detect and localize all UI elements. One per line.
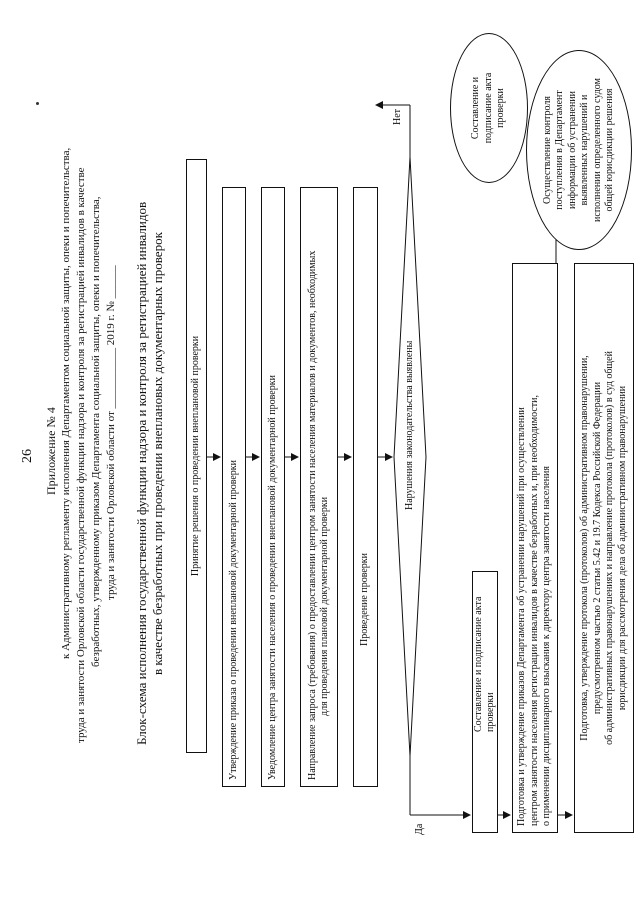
act-no-label: Составление и подписание акта проверки (470, 72, 507, 144)
scheme-title: Блок-схема исполнения государственной функции надзора и контроля за регистрацией инвалидов (134, 201, 149, 745)
step-orders (512, 263, 558, 833)
step-orders-label-3: о применении дисциплинарного взыскания к директору центра занятости населения (541, 465, 553, 826)
appendix-line: труда и занятости Орловской области государственной функции надзора и контроля за регистрацией инвалидов в качестве (75, 167, 87, 743)
step-notification (261, 187, 285, 787)
step-decision-label: Принятие решения о проведении внеплановой проверки (190, 335, 202, 577)
step-act-yes (472, 571, 498, 833)
control-label-6: общей юрисдикции решения (604, 88, 615, 212)
appendix-title: Приложение № 4 (44, 407, 58, 495)
control-label-5: исполнении определенного судом (591, 78, 603, 222)
step-order-approval (222, 187, 246, 787)
control-label-2: поступления в Департамент (554, 90, 565, 210)
scheme-subtitle: в качестве безработных при проведении внеплановых документарных проверок (150, 232, 165, 675)
step-decision (186, 159, 207, 753)
step-request-label-2: для проведения плановой документарной проверки (319, 496, 330, 716)
decision-label: Нарушения законодательства выявлены (404, 340, 415, 510)
scan-speck (36, 102, 39, 105)
control-label-3: информации об устранении (566, 90, 578, 210)
step-protocols (574, 263, 634, 833)
appendix-line: к Административному регламенту исполнения Департаментом социальной защиты, опеки и попечительства, (60, 147, 72, 659)
step-protocols-label-4: юрисдикции для рассмотрения дела об административном правонарушении (616, 385, 628, 711)
appendix-line: безработных, утвержденному приказом Департамента социальной защиты, опеки и попечительства, (90, 196, 102, 667)
step-notification-label: Уведомление центра занятости населения о проведении внеплановой документарной проверки (266, 375, 278, 780)
step-request (300, 187, 338, 787)
appendix-line: труда и занятости Орловской области от ___________ 2019 г. № ______ (105, 265, 117, 600)
control-label-4: выявленных нарушений и (579, 94, 590, 206)
step-protocols-label-3: об административных правонарушениях и направление протокола (протоколов) в суд общей (604, 351, 615, 745)
control-label-1: Осуществление контроля (541, 95, 553, 205)
step-act-yes-label: Составление и подписание акта проверки (472, 596, 496, 732)
step-order-approval-label: Утверждение приказа о проведении внеплановой документарной проверки (227, 459, 239, 780)
step-inspection (353, 187, 378, 787)
branch-yes-label: Да (414, 823, 425, 835)
page-number: 26 (20, 449, 35, 463)
step-orders-label-2: центром занятости населения регистрации инвалидов в качестве безработных и, при необходимости, (528, 394, 540, 826)
step-inspection-label: Проведение проверки (359, 552, 371, 646)
step-protocols-label-2: предусмотренном частью 2 статьи 5.42 и 19.7 Кодекса Российской Федерации (591, 381, 603, 715)
act-no-ellipse (450, 33, 528, 183)
step-protocols-label-1: Подготовка, утверждение протокола (протоколов) об административном правонарушении, (579, 355, 590, 741)
control-ellipse (526, 50, 632, 250)
branch-no-label: Нет (392, 108, 403, 125)
step-orders-label-1: Подготовка и утверждение приказов Департамента об устранении нарушений при осуществлении (516, 407, 528, 826)
step-request-label-1: Направление запроса (требования) о предоставлении центром занятости населения материалов и документов, необходимых (306, 250, 318, 780)
